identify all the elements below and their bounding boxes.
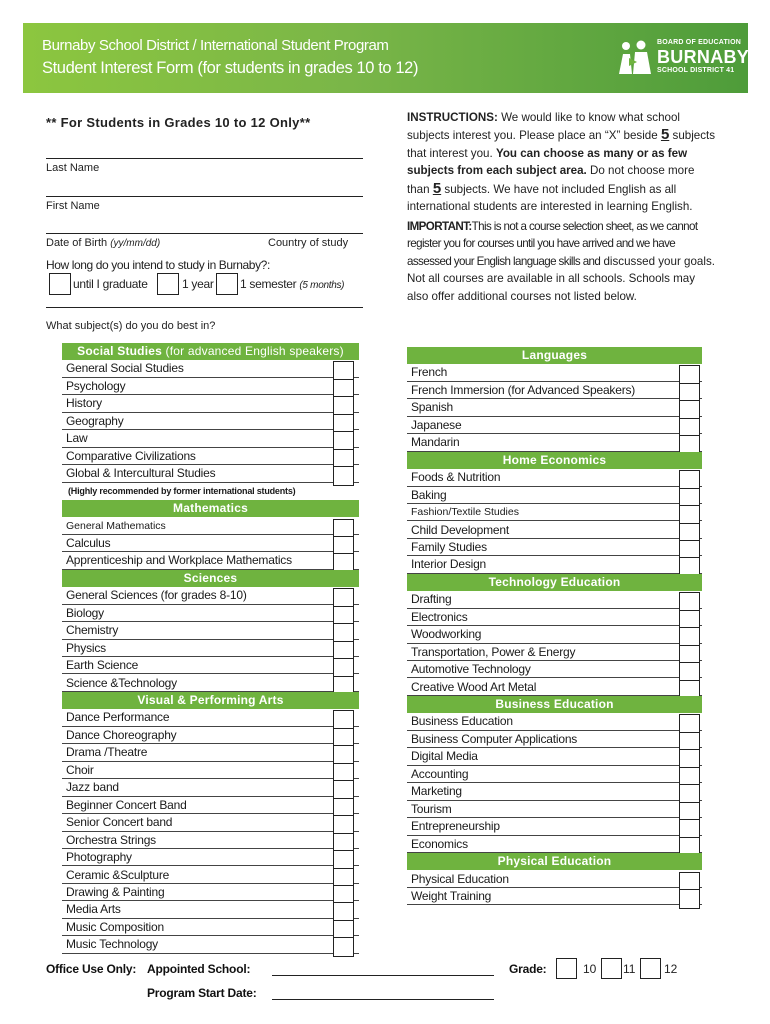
subject-row-music-technology: Music Technology [62, 936, 359, 953]
first-name-field[interactable] [46, 196, 363, 197]
subject-row-music-composition: Music Composition [62, 919, 359, 936]
semester-note: (5 months) [299, 280, 345, 291]
subject-row-marketing: Marketing [407, 783, 702, 800]
section-header-math: Mathematics [62, 500, 359, 517]
dob-format: (yy/mm/dd) [110, 238, 161, 249]
graduate-option-label: until I graduate [73, 277, 148, 291]
appointed-school-field[interactable] [272, 975, 494, 976]
subject-checkbox-weight-training[interactable] [679, 889, 700, 909]
dob-country-field[interactable] [46, 233, 363, 234]
subject-row-history: History [62, 395, 359, 412]
subject-row-law: Law [62, 430, 359, 447]
duration-question: How long do you intend to study in Burnaby?: [46, 258, 270, 272]
subject-row-dance-choreography: Dance Choreography [62, 727, 359, 744]
subject-row-apprenticeship-and-workplace-mathematics: Apprenticeship and Workplace Mathematics [62, 552, 359, 569]
subject-row-business-computer-applications: Business Computer Applications [407, 731, 702, 748]
subject-row-french: French [407, 364, 702, 381]
subject-row-general-mathematics: General Mathematics [62, 518, 359, 535]
subject-row-tourism: Tourism [407, 801, 702, 818]
subject-row-mandarin: Mandarin [407, 434, 702, 451]
subject-row-economics: Economics [407, 836, 702, 853]
country-label: Country of study [268, 237, 349, 249]
subject-row-calculus: Calculus [62, 535, 359, 552]
grade-11-checkbox-a[interactable] [601, 958, 622, 979]
subject-row-entrepreneurship: Entrepreneurship [407, 818, 702, 835]
subject-row-transportation-power-energy: Transportation, Power & Energy [407, 644, 702, 661]
subject-row-media-arts: Media Arts [62, 901, 359, 918]
burnaby-logo [617, 37, 750, 79]
logo-burnaby-text: BURNABY [657, 47, 750, 67]
subject-row-family-studies: Family Studies [407, 539, 702, 556]
first-name-label: First Name [46, 200, 100, 212]
subject-row-physics: Physics [62, 640, 359, 657]
program-start-label: Program Start Date: [147, 986, 257, 1000]
grade-12-label: 12 [664, 962, 678, 976]
subject-row-global-intercultural-studies: Global & Intercultural Studies [62, 465, 359, 482]
subject-row-psychology: Psychology [62, 378, 359, 395]
form-title: Student Interest Form (for students in grades 10 to 12) [42, 59, 419, 77]
subject-row-weight-training: Weight Training [407, 888, 702, 905]
subject-row-spanish: Spanish [407, 399, 702, 416]
program-title: Burnaby School District / International Student Program [42, 37, 389, 54]
year-checkbox[interactable] [157, 273, 179, 295]
subject-row-senior-concert-band: Senior Concert band [62, 814, 359, 831]
family-icon [617, 40, 655, 76]
office-use-label: Office Use Only: [46, 962, 137, 976]
grade-10-checkbox[interactable] [556, 958, 577, 979]
best-subject-question: What subject(s) do you do best in? [46, 320, 216, 332]
appointed-school-label: Appointed School: [147, 962, 251, 976]
dob-label: Date of Birth (yy/mm/dd) [46, 237, 161, 249]
subject-row-japanese: Japanese [407, 417, 702, 434]
section-header-business: Business Education [407, 696, 702, 713]
grade-12-checkbox[interactable] [640, 958, 661, 979]
section-header-languages: Languages [407, 347, 702, 364]
subject-row-baking: Baking [407, 487, 702, 504]
subject-row-choir: Choir [62, 762, 359, 779]
subject-row-drama-theatre: Drama /Theatre [62, 744, 359, 761]
section-header-social: Social Studies (for advanced English speakers) [62, 343, 359, 360]
subject-row-general-sciences-for-grades-8-10: General Sciences (for grades 8-10) [62, 587, 359, 604]
subject-row-science-technology: Science &Technology [62, 675, 359, 692]
subject-row-woodworking: Woodworking [407, 626, 702, 643]
subject-row-business-education: Business Education [407, 713, 702, 730]
semester-option-label: 1 semester (5 months) [240, 277, 345, 291]
section-footnote: (Highly recommended by former international students) [68, 485, 296, 496]
instructions: INSTRUCTIONS: We would like to know what school subjects interest you. Please place an “X” beside 5 subjects that interest you. You can choose as many or as few subjects from each subject area. Do not choose more than 5 subjects. We have not included English as all international students are interested in learning English. [407, 111, 716, 214]
section-header-arts: Visual & Performing Arts [62, 692, 359, 709]
subject-row-french-immersion-for-advanced-speakers: French Immersion (for Advanced Speakers) [407, 382, 702, 399]
subject-row-physical-education: Physical Education [407, 871, 702, 888]
section-header-home: Home Economics [407, 452, 702, 469]
subject-row-photography: Photography [62, 849, 359, 866]
important-note: IMPORTANT:This is not a course selection sheet, as we cannot register you for courses until you have arrived and we have assessed your English language skills and discussed your goals. Not all courses are available in all schools. Schools may also offer additional courses not listed below. [407, 220, 715, 303]
subject-row-electronics: Electronics [407, 609, 702, 626]
subject-row-drafting: Drafting [407, 591, 702, 608]
subject-row-digital-media: Digital Media [407, 748, 702, 765]
divider [46, 307, 363, 308]
subject-row-biology: Biology [62, 605, 359, 622]
section-header-tech: Technology Education [407, 574, 702, 591]
subject-row-foods-nutrition: Foods & Nutrition [407, 469, 702, 486]
subject-row-ceramic-sculpture: Ceramic &Sculpture [62, 867, 359, 884]
subject-checkbox-music-technology[interactable] [333, 937, 354, 957]
header-banner [23, 23, 748, 93]
subject-row-fashion-textile-studies: Fashion/Textile Studies [407, 504, 702, 521]
logo-district-text: SCHOOL DISTRICT 41 [657, 67, 735, 74]
graduate-checkbox[interactable] [49, 273, 71, 295]
grade-11-label: 11 [623, 962, 636, 976]
subject-row-automotive-technology: Automotive Technology [407, 661, 702, 678]
subject-row-child-development: Child Development [407, 522, 702, 539]
subject-row-earth-science: Earth Science [62, 657, 359, 674]
subject-row-beginner-concert-band: Beginner Concert Band [62, 797, 359, 814]
last-name-label: Last Name [46, 162, 100, 174]
grades-only-note: ** For Students in Grades 10 to 12 Only** [46, 115, 311, 130]
year-option-label: 1 year [182, 277, 214, 291]
subject-row-creative-wood-art-metal: Creative Wood Art Metal [407, 679, 702, 696]
program-start-field[interactable] [272, 999, 494, 1000]
subject-row-general-social-studies: General Social Studies [62, 360, 359, 377]
subject-row-geography: Geography [62, 413, 359, 430]
subject-row-jazz-band: Jazz band [62, 779, 359, 796]
last-name-field[interactable] [46, 158, 363, 159]
subject-row-drawing-painting: Drawing & Painting [62, 884, 359, 901]
section-header-pe: Physical Education [407, 853, 702, 870]
subject-row-dance-performance: Dance Performance [62, 709, 359, 726]
grade-label: Grade: [509, 962, 547, 976]
grade-10-label: 10 [583, 962, 597, 976]
subject-row-orchestra-strings: Orchestra Strings [62, 832, 359, 849]
subject-row-accounting: Accounting [407, 766, 702, 783]
subject-row-interior-design: Interior Design [407, 556, 702, 573]
logo-board-text: BOARD OF EDUCATION [657, 39, 741, 46]
semester-checkbox[interactable] [216, 273, 238, 295]
subject-row-comparative-civilizations: Comparative Civilizations [62, 448, 359, 465]
subject-row-chemistry: Chemistry [62, 622, 359, 639]
section-header-sciences: Sciences [62, 570, 359, 587]
